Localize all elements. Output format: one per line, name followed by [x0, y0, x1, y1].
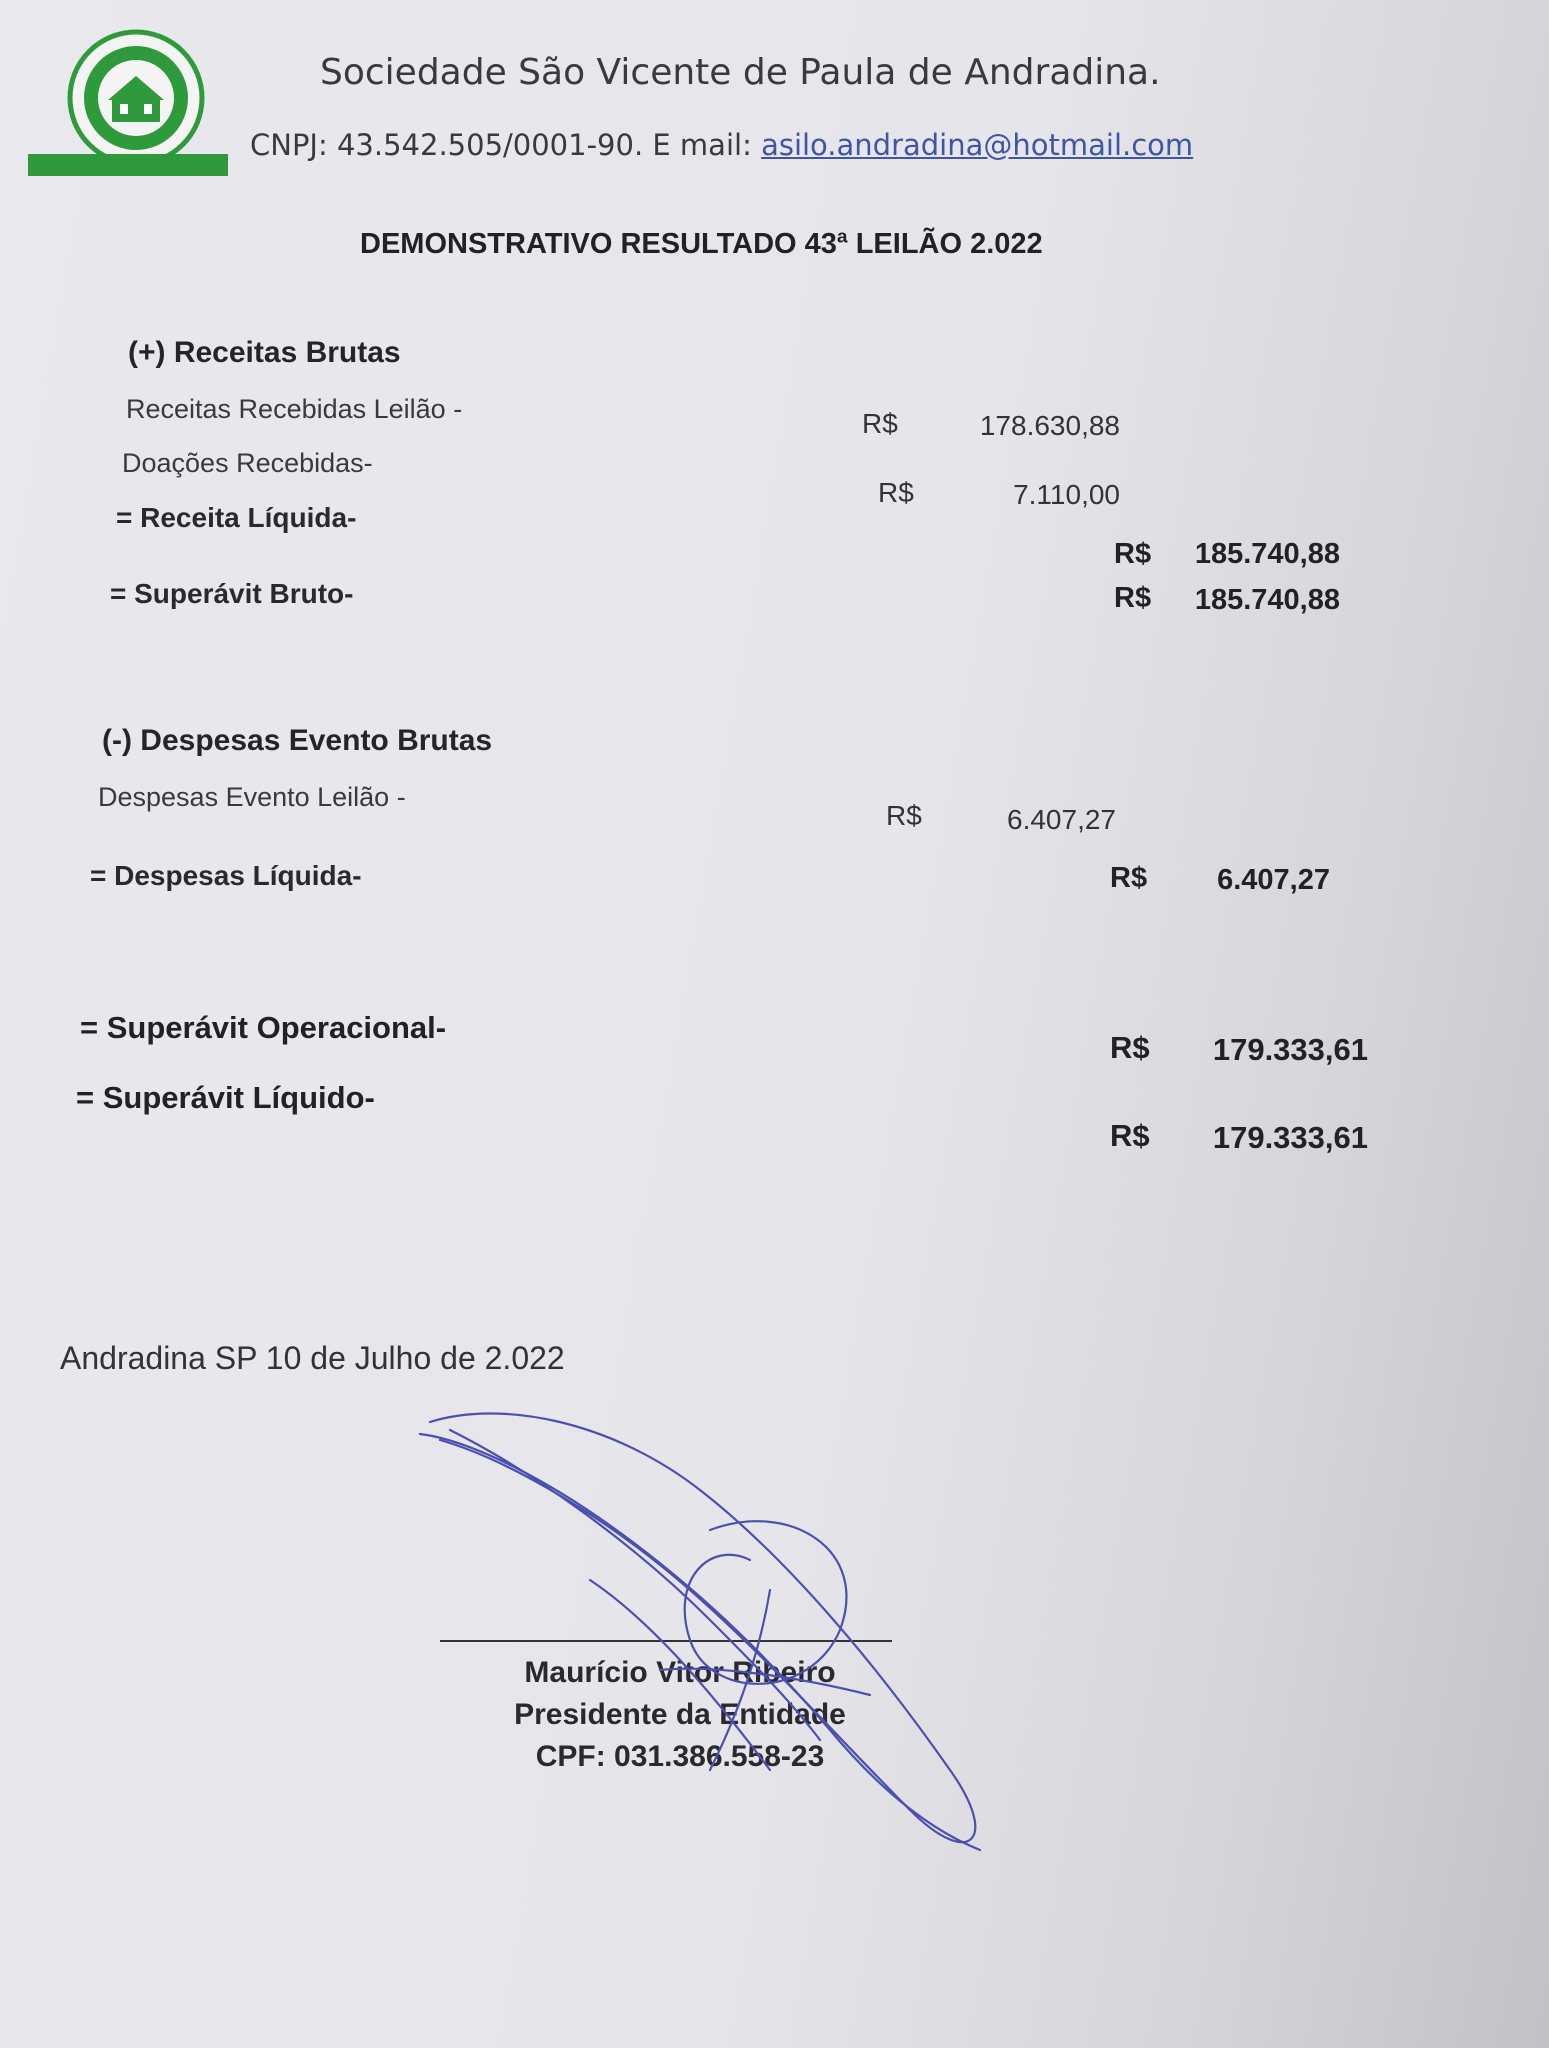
document-title: DEMONSTRATIVO RESULTADO 43ª LEILÃO 2.022 — [360, 228, 1043, 260]
contact-line — [250, 128, 1193, 162]
despesas-liquida-label: = Despesas Líquida- — [90, 860, 362, 891]
date-line: Andradina SP 10 de Julho de 2.022 — [60, 1340, 565, 1376]
receita-liquida-label: = Receita Líquida- — [116, 502, 357, 533]
despesas-evento-value: 6.407,27 — [1007, 804, 1116, 835]
superavit-operacional-label: = Superávit Operacional- — [80, 1010, 447, 1045]
despesas-heading: (-) Despesas Evento Brutas — [102, 724, 493, 757]
superavit-operacional-currency: R$ — [1110, 1030, 1150, 1065]
superavit-liquido-value: 179.333,61 — [1212, 1120, 1368, 1155]
doacoes-currency: R$ — [878, 477, 914, 508]
superavit-operacional-value: 179.333,61 — [1212, 1032, 1368, 1067]
doacoes-value: 7.110,00 — [1013, 479, 1120, 510]
receitas-recebidas-label: Receitas Recebidas Leilão - — [126, 394, 463, 424]
receita-liquida-currency: R$ — [1114, 538, 1152, 570]
cnpj-label: CNPJ: 43.542.505/0001-90. E mail: — [250, 128, 762, 162]
receita-liquida-value: 185.740,88 — [1194, 538, 1340, 570]
signatory-name: Maurício Vitor Ribeiro — [524, 1656, 836, 1689]
superavit-bruto-currency: R$ — [1114, 582, 1152, 614]
despesas-evento-label: Despesas Evento Leilão - — [98, 782, 406, 812]
superavit-bruto-value: 185.740,88 — [1194, 584, 1340, 616]
handwritten-signature — [410, 1410, 1010, 1870]
organization-name: Sociedade São Vicente de Paula de Andradina. — [320, 52, 1161, 93]
despesas-evento-currency: R$ — [886, 800, 922, 831]
signatory-cpf: CPF: 031.386.558-23 — [535, 1740, 825, 1773]
superavit-liquido-label: = Superávit Líquido- — [76, 1080, 375, 1115]
receitas-recebidas-value: 178.630,88 — [979, 410, 1120, 441]
signatory-role: Presidente da Entidade — [514, 1698, 846, 1731]
superavit-liquido-currency: R$ — [1110, 1118, 1150, 1153]
superavit-bruto-label: = Superávit Bruto- — [110, 578, 354, 609]
email-link[interactable]: asilo.andradina@hotmail.com — [761, 128, 1194, 162]
receitas-recebidas-currency: R$ — [862, 408, 898, 439]
despesas-liquida-value: 6.407,27 — [1217, 864, 1330, 896]
doacoes-label: Doações Recebidas- — [122, 448, 373, 478]
organization-logo — [28, 26, 228, 178]
receitas-heading: (+) Receitas Brutas — [128, 336, 401, 369]
despesas-liquida-currency: R$ — [1110, 862, 1148, 894]
